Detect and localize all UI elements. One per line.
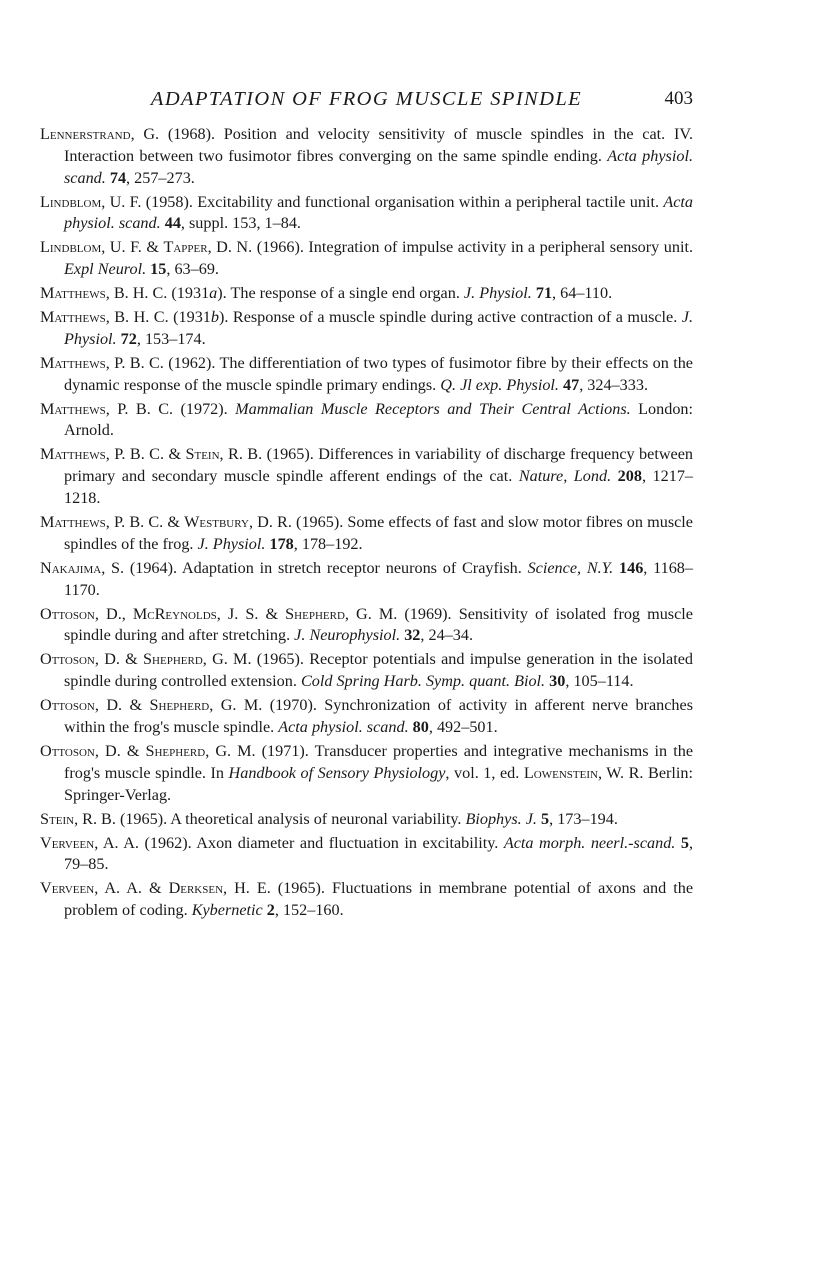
reference-text: , 24–34. — [420, 626, 473, 645]
reference-text: , A. A. (1962). Axon diameter and fluctuation in excitability. — [94, 833, 504, 852]
reference-entry — [40, 604, 693, 648]
reference-text: , 1217–1218. — [64, 467, 694, 508]
reference-text: , B. H. C. (1931 — [105, 308, 211, 327]
italic-text: J. Neurophysiol. — [294, 626, 401, 645]
volume-number: 47 — [563, 375, 580, 394]
author-name: Matthews — [40, 513, 106, 532]
reference-text: ). The response of a single end organ. — [217, 284, 464, 303]
reference-entry — [40, 649, 693, 693]
reference-text: , P. B. C. (1972). — [105, 399, 236, 418]
reference-text: , G. M. (1965). Receptor potentials and impulse generation in the isolated spindle during controlled extension. — [64, 650, 693, 691]
reference-entry — [40, 741, 693, 806]
author-name: Lowenstein — [523, 763, 598, 782]
italic-text: Acta morph. neerl.-scand. — [503, 833, 676, 852]
volume-number: 5 — [541, 809, 550, 828]
author-name: Matthews — [40, 399, 106, 418]
volume-number: 146 — [619, 558, 644, 577]
reference-text: , G. M. (1970). Synchronization of activity in afferent nerve branches within the frog's muscle spindle. — [64, 696, 693, 736]
reference-text: , R. B. (1965). A theoretical analysis of neuronal variability. — [74, 809, 466, 828]
volume-number: 178 — [269, 534, 294, 553]
reference-text: , 152–160. — [274, 901, 344, 920]
reference-text: , W. R. Berlin: Springer-Verlag. — [64, 763, 693, 804]
reference-text: London: Arnold. — [64, 399, 694, 440]
reference-text: ). Response of a muscle spindle during active contraction of a muscle. — [218, 308, 682, 327]
author-name: Tapper — [163, 238, 208, 257]
reference-text: , U. F. & — [101, 238, 164, 257]
author-name: Ottoson — [40, 741, 95, 760]
reference-text: , R. B. (1965). Differences in variability of discharge frequency between primary and secondary muscle spindle afferent endings of the cat. — [64, 445, 693, 486]
reference-text: , S. (1964). Adaptation in stretch receptor neurons of Crayfish. — [101, 558, 528, 577]
reference-text: , 178–192. — [293, 534, 363, 553]
italic-text: Acta physiol. scand. — [64, 192, 693, 233]
author-name: Lindblom — [40, 192, 102, 211]
italic-text: Acta physiol. scand. — [278, 717, 409, 736]
author-name: Stein — [185, 445, 220, 464]
reference-entry — [40, 512, 693, 556]
reference-text: , D. & — [94, 696, 150, 715]
volume-number: 80 — [412, 717, 429, 736]
reference-text: , 64–110. — [552, 284, 613, 303]
reference-text: , H. E. (1965). Fluctuations in membrane potential of axons and the problem of coding. — [64, 879, 694, 920]
author-name: Matthews — [40, 353, 106, 372]
author-name: Nakajima — [40, 558, 102, 577]
reference-list — [40, 124, 693, 924]
italic-text: Kybernetic — [191, 901, 263, 920]
author-name: Stein — [40, 809, 75, 828]
italic-text: Expl Neurol. — [64, 260, 147, 279]
author-name: Ottoson — [40, 696, 95, 715]
reference-text: , J. S. & — [216, 604, 286, 623]
reference-text: , B. H. C. (1931 — [105, 284, 210, 303]
reference-text: , 79–85. — [64, 833, 694, 874]
reference-text: , G. M. (1969). Sensitivity of isolated frog muscle spindle during and after stretching. — [64, 604, 693, 645]
italic-text: Science, N.Y. — [527, 558, 614, 577]
reference-text: , 105–114. — [565, 672, 634, 691]
page-number: 403 — [664, 88, 693, 109]
author-name: Matthews — [40, 445, 106, 464]
reference-text: , 1168–1170. — [64, 558, 693, 599]
reference-text: , U. F. (1958). Excitability and functional organisation within a peripheral tactile unit. — [101, 192, 664, 211]
author-name: Lennerstrand — [40, 125, 131, 143]
reference-text: , vol. 1, ed. — [445, 763, 524, 782]
volume-number: 72 — [120, 329, 137, 348]
reference-entry — [40, 283, 693, 305]
italic-text: Acta physiol. scand. — [64, 146, 693, 187]
reference-entry — [40, 558, 693, 602]
reference-text: , 257–273. — [126, 168, 195, 187]
reference-entry — [40, 353, 693, 397]
reference-text: , G. M. (1971). Transducer properties and integrative mechanisms in the frog's muscle spindle. In — [64, 741, 693, 782]
reference-text: , 324–333. — [579, 375, 648, 394]
volume-number: 208 — [617, 467, 642, 486]
reference-text: , D. & — [94, 650, 144, 669]
author-name: Verveen — [40, 833, 95, 852]
reference-text: , A. A. & — [94, 879, 169, 898]
reference-text: , D. & — [94, 741, 146, 760]
italic-text: J. Physiol. — [197, 534, 266, 553]
italic-text: Handbook of Sensory Physiology — [228, 763, 446, 782]
italic-text: Biophys. J. — [465, 809, 537, 828]
reference-entry — [40, 878, 693, 922]
italic-text: J. Physiol. — [64, 308, 693, 348]
italic-text: Cold Spring Harb. Symp. quant. Biol. — [300, 672, 546, 691]
author-name: Shepherd — [149, 696, 210, 715]
italic-text: Mammalian Muscle Receptors and Their Central Actions. — [235, 399, 631, 418]
author-name: Westbury — [184, 513, 249, 532]
reference-text: , 492–501. — [428, 717, 498, 736]
reference-text: , D., — [94, 604, 133, 623]
reference-entry — [40, 192, 693, 236]
reference-entry — [40, 695, 693, 739]
reference-entry — [40, 307, 693, 351]
author-name: Matthews — [40, 284, 106, 303]
reference-entry — [40, 124, 693, 189]
author-name: Derksen — [168, 879, 224, 898]
reference-entry — [40, 833, 693, 877]
running-title: ADAPTATION OF FROG MUSCLE SPINDLE — [150, 88, 583, 110]
author-name: Shepherd — [285, 604, 345, 623]
reference-entry — [40, 444, 693, 509]
italic-text: b — [210, 308, 219, 327]
author-name: McReynolds — [132, 604, 217, 623]
reference-text: , D. N. (1966). Integration of impulse activity in a peripheral sensory unit. — [207, 238, 693, 257]
reference-text: , P. B. C. & — [105, 513, 185, 532]
reference-text: , P. B. C. (1962). The differentiation of two types of fusimotor fibre by their effects on the dynamic response of the muscle spindle primary endings. — [64, 353, 693, 394]
reference-text: , 173–194. — [549, 809, 618, 828]
volume-number: 71 — [535, 284, 553, 303]
reference-text: , D. R. (1965). Some effects of fast and slow motor fibres on muscle spindles of the frog. — [64, 513, 693, 553]
italic-text: a — [209, 284, 218, 303]
italic-text: J. Physiol. — [463, 284, 532, 303]
volume-number: 44 — [164, 214, 181, 233]
reference-entry — [40, 809, 693, 831]
volume-number: 2 — [266, 901, 275, 920]
author-name: Matthews — [40, 308, 106, 327]
reference-text: , G. (1968). Position and velocity sensitivity of muscle spindles in the cat. IV. Interaction between two fusimotor fibres converging on the same spindle ending. — [64, 125, 693, 165]
volume-number: 5 — [680, 833, 689, 852]
reference-text: , 153–174. — [136, 329, 206, 348]
volume-number: 30 — [549, 672, 566, 691]
author-name: Lindblom — [40, 238, 102, 257]
author-name: Shepherd — [143, 650, 203, 669]
author-name: Ottoson — [40, 604, 95, 623]
author-name: Shepherd — [145, 741, 206, 760]
page-header — [40, 88, 693, 118]
reference-text: , P. B. C. & — [105, 445, 186, 464]
reference-text: , suppl. 153, 1–84. — [180, 214, 301, 233]
reference-entry — [40, 237, 693, 281]
author-name: Verveen — [40, 879, 95, 898]
volume-number: 32 — [404, 626, 421, 645]
author-name: Ottoson — [40, 650, 95, 669]
reference-entry — [40, 399, 693, 443]
volume-number: 74 — [109, 168, 127, 187]
italic-text: Q. Jl exp. Physiol. — [440, 375, 559, 394]
italic-text: Nature, Lond. — [518, 467, 612, 486]
reference-text: , 63–69. — [166, 260, 219, 279]
volume-number: 15 — [150, 260, 167, 279]
